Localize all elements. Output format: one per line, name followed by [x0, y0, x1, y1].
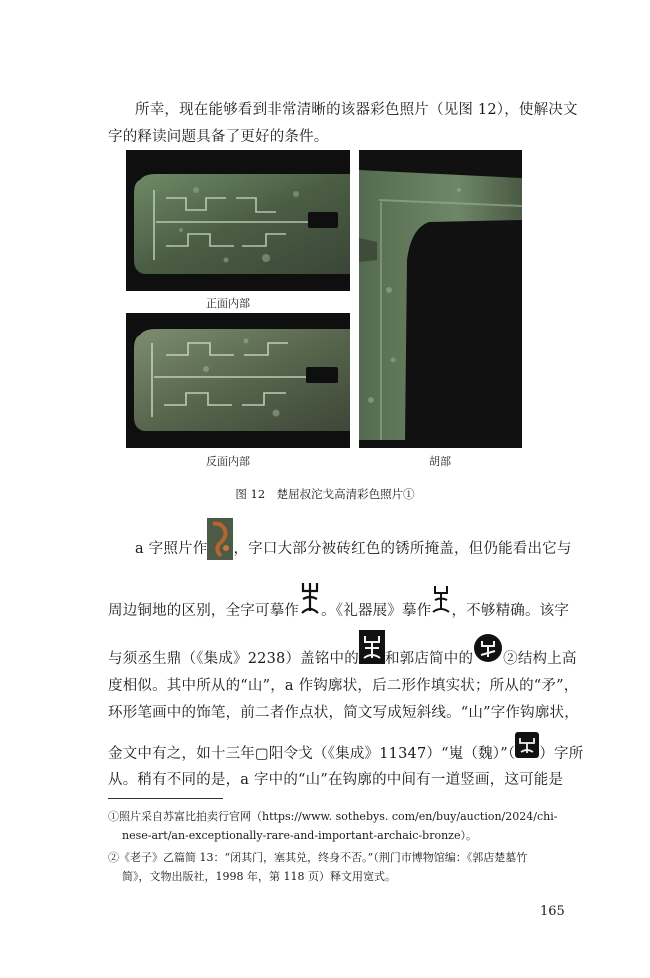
body-text: ②结构上高	[503, 651, 577, 667]
body-line-7: 从。稍有不同的是，a 字中的“山”在钩廓的中间有一道竖画，这可能是	[108, 772, 564, 788]
caption-front-interior: 正面内部	[206, 297, 250, 310]
body-line-3	[108, 647, 577, 668]
guodian-slip-character-icon	[473, 651, 503, 667]
body-text: 金文中有之，如十三年▢阳令戈（《集成》11347）“	[108, 746, 449, 762]
caption-hu-part: 胡部	[429, 455, 451, 468]
body-text: 嵬	[448, 746, 464, 762]
intro-line-2: 字的释读问题具备了更好的条件。	[108, 129, 329, 145]
body-text: ，不够精确。该字	[451, 603, 570, 619]
liqizhan-tracing-icon	[431, 602, 451, 620]
footnote-separator	[108, 798, 223, 799]
body-line-6	[108, 742, 583, 763]
body-text: 与须丞生鼎（《集成》2238）盖铭中的	[108, 651, 359, 667]
figure-title: 图 12 楚屈叔沱戈高清彩色照片①	[235, 487, 415, 501]
body-text: ）字所	[539, 746, 584, 762]
body-line-1	[135, 537, 572, 558]
footnote-1-line-2: nese-art/an-exceptionally-rare-and-important-archaic-bronze）。	[122, 829, 477, 842]
photo-hu-part	[359, 150, 522, 448]
caption-back-interior: 反面内部	[206, 455, 250, 468]
body-text: 。《礼器展》摹作	[321, 603, 432, 619]
a-character-photo-icon	[207, 540, 233, 558]
body-text: ，字口大部分被砖红色的锈所掩盖，但仍能看出它与	[233, 541, 572, 557]
body-line-2	[108, 599, 569, 621]
photo-back-interior	[126, 313, 350, 448]
a-character-tracing-icon	[299, 601, 321, 621]
page-number: 165	[540, 904, 565, 919]
photo-front-interior	[126, 150, 350, 291]
body-text: （魏）”（	[463, 746, 516, 762]
wei-inscription-rubbing-icon	[515, 746, 539, 762]
body-line-5: 环形笔画中的饰笔，前二者作点状，简文写成短斜线。“山”字作钩廓状，	[108, 705, 579, 721]
body-text: 周边铜地的区别，全字可摹作	[108, 603, 300, 619]
body-text: 和郭店简中的	[384, 651, 474, 667]
body-line-4: 度相似。其中所从的“山”，a 作钩廓状，后二形作填实状；所从的“矛”，	[108, 678, 579, 694]
footnote-2-line-1: ②《老子》乙篇简 13：“闭其门，塞其兑，终身不否。”（荆门市博物馆编：《郭店楚墓竹	[108, 851, 528, 864]
ding-inscription-rubbing-icon	[359, 650, 385, 668]
footnote-2-line-2: 简》，文物出版社，1998 年，第 118 页）释文用宽式。	[122, 870, 396, 883]
intro-line-1: 所幸，现在能够看到非常清晰的该器彩色照片（见图 12），使解决文	[135, 102, 578, 118]
footnote-1-line-1: ①照片采自苏富比拍卖行官网（https://www. sothebys. com/en/buy/auction/2024/chi-	[108, 810, 558, 823]
body-text: a 字照片作	[135, 541, 208, 557]
